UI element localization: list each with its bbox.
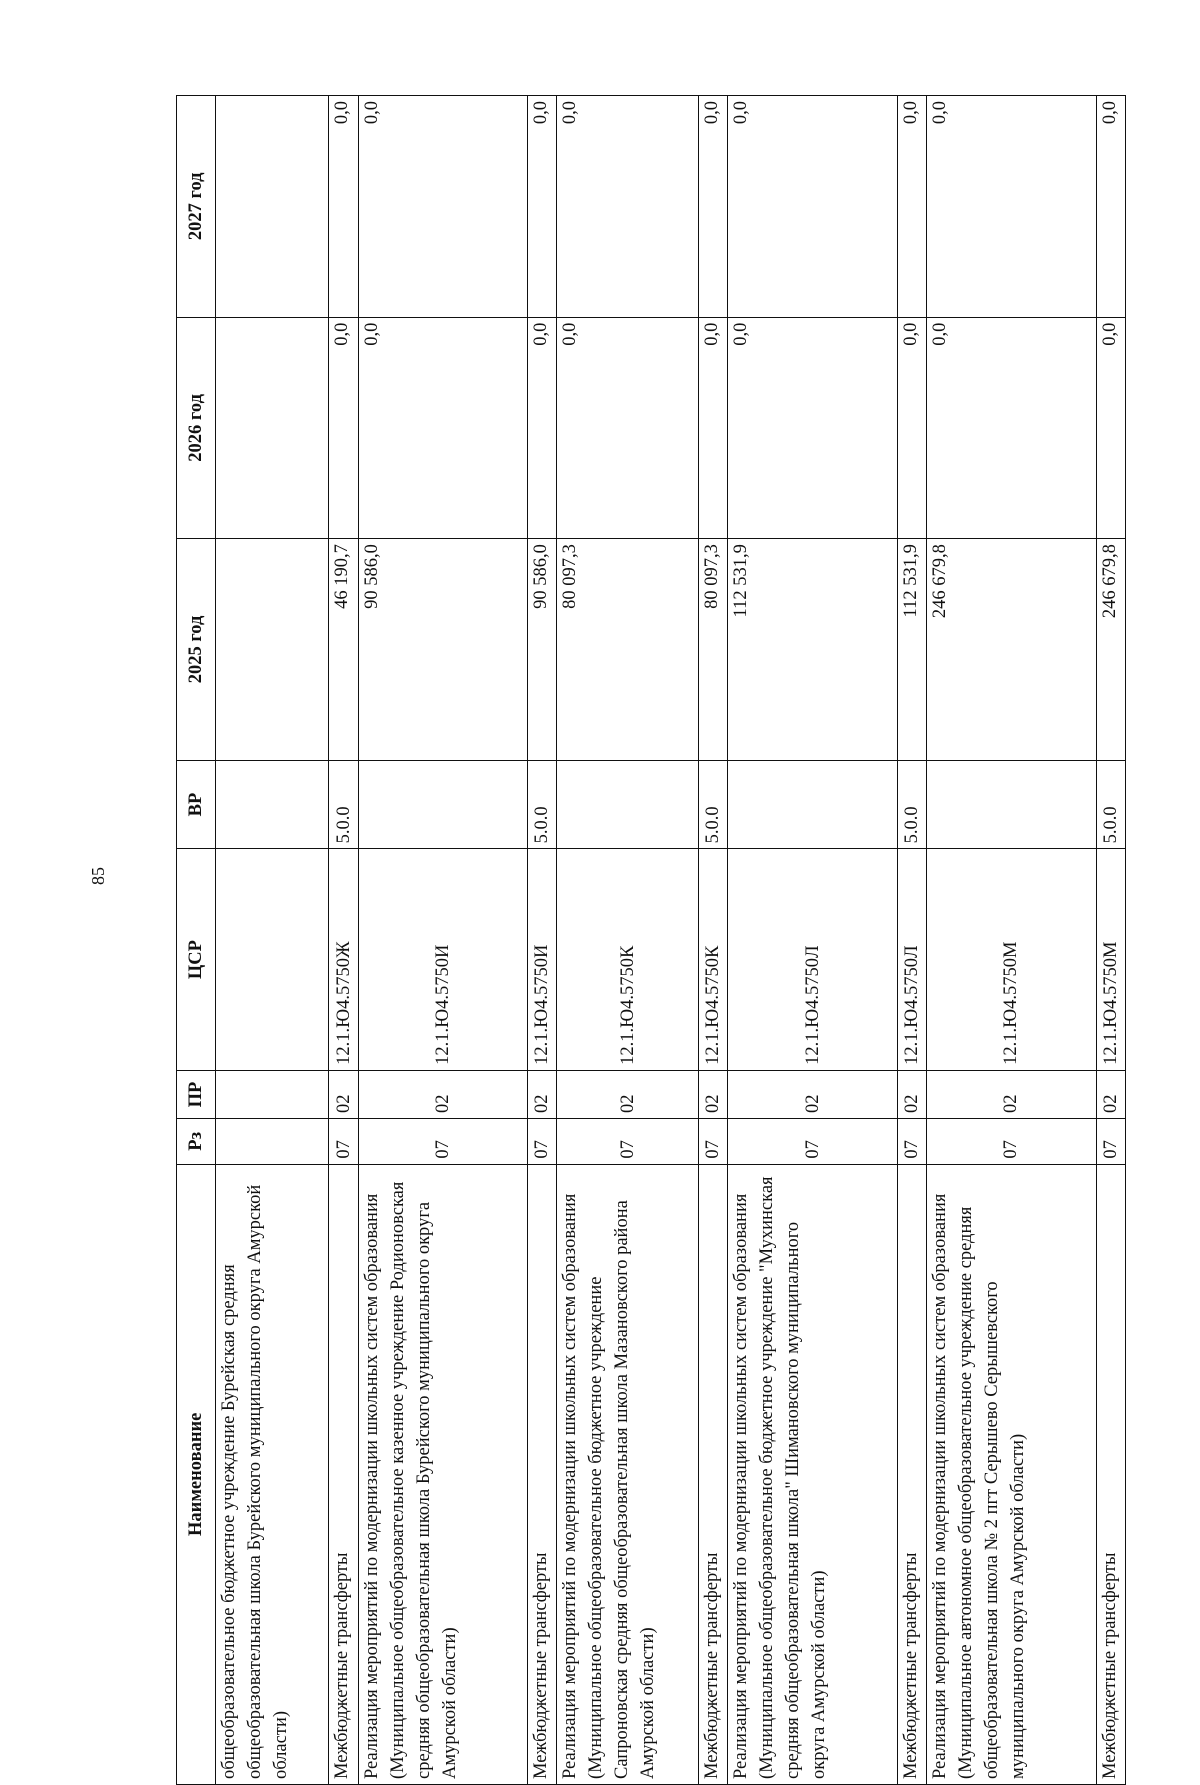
table-row — [897, 96, 926, 1785]
header-vr: ВР — [177, 760, 216, 849]
table-row — [699, 96, 728, 1785]
table-row — [1096, 96, 1125, 1785]
table-row — [728, 96, 898, 1785]
table-row — [358, 96, 528, 1785]
cell-rz: 07 — [557, 1119, 699, 1165]
cell-2025: 80 097,3 — [699, 539, 728, 761]
header-2027: 2027 год — [177, 96, 216, 318]
cell-2025 — [216, 539, 329, 761]
budget-table-container — [176, 95, 1126, 1785]
cell-vr: 5.0.0 — [329, 760, 358, 849]
cell-name: общеобразовательное бюджетное учреждение Бурейская средняя общеобразовательная школа Бурейского муниципального округа Амурской области) — [216, 1164, 329, 1784]
cell-pr: 02 — [528, 1070, 557, 1118]
cell-pr: 02 — [927, 1070, 1097, 1118]
cell-name: Реализация мероприятий по модернизации школьных систем образования (Муниципальное общеобразовательное бюджетное учреждение "Мухинская средняя общеобразовательная школа" Шимановского муниципального округа Амурской области) — [728, 1164, 898, 1784]
cell-vr — [216, 760, 329, 849]
cell-rz — [216, 1119, 329, 1165]
cell-rz: 07 — [358, 1119, 528, 1165]
cell-name: Реализация мероприятий по модернизации школьных систем образования (Муниципальное общеобразовательное казенное учреждение Родионовская средняя общеобразовательная школа Бурейского муниципального округа Амурской области) — [358, 1164, 528, 1784]
table-row — [927, 96, 1097, 1785]
cell-csr: 12.1.Ю4.5750Л — [728, 849, 898, 1071]
table-row — [528, 96, 557, 1785]
cell-vr: 5.0.0 — [528, 760, 557, 849]
cell-2026: 0,0 — [358, 317, 528, 539]
cell-pr: 02 — [728, 1070, 898, 1118]
cell-2026: 0,0 — [728, 317, 898, 539]
header-name: Наименование — [177, 1164, 216, 1784]
cell-2025: 80 097,3 — [557, 539, 699, 761]
cell-2027: 0,0 — [1096, 96, 1125, 318]
cell-pr: 02 — [1096, 1070, 1125, 1118]
cell-name: Межбюджетные трансферты — [329, 1164, 358, 1784]
cell-csr: 12.1.Ю4.5750К — [699, 849, 728, 1071]
cell-csr: 12.1.Ю4.5750М — [927, 849, 1097, 1071]
cell-2027: 0,0 — [557, 96, 699, 318]
cell-rz: 07 — [728, 1119, 898, 1165]
header-csr: ЦСР — [177, 849, 216, 1071]
cell-2026: 0,0 — [557, 317, 699, 539]
cell-vr — [728, 760, 898, 849]
cell-2025: 90 586,0 — [358, 539, 528, 761]
cell-name: Межбюджетные трансферты — [528, 1164, 557, 1784]
header-2025: 2025 год — [177, 539, 216, 761]
cell-vr — [927, 760, 1097, 849]
header-2026: 2026 год — [177, 317, 216, 539]
table-row — [216, 96, 329, 1785]
table-header-row — [177, 96, 216, 1785]
cell-2025: 46 190,7 — [329, 539, 358, 761]
cell-rz: 07 — [528, 1119, 557, 1165]
cell-csr: 12.1.Ю4.5750К — [557, 849, 699, 1071]
cell-csr: 12.1.Ю4.5750И — [528, 849, 557, 1071]
cell-2027: 0,0 — [358, 96, 528, 318]
cell-pr: 02 — [897, 1070, 926, 1118]
cell-2025: 112 531,9 — [897, 539, 926, 761]
cell-vr: 5.0.0 — [699, 760, 728, 849]
cell-rz: 07 — [927, 1119, 1097, 1165]
cell-2027 — [216, 96, 329, 318]
cell-2025: 246 679,8 — [927, 539, 1097, 761]
cell-2027: 0,0 — [728, 96, 898, 318]
cell-rz: 07 — [1096, 1119, 1125, 1165]
cell-vr: 5.0.0 — [897, 760, 926, 849]
cell-2026: 0,0 — [699, 317, 728, 539]
cell-rz: 07 — [329, 1119, 358, 1165]
cell-rz: 07 — [897, 1119, 926, 1165]
cell-name: Реализация мероприятий по модернизации школьных систем образования (Муниципальное общеобразовательное бюджетное учреждение Сапроновская средняя общеобразовательная школа Мазановского района Амурской области) — [557, 1164, 699, 1784]
cell-vr: 5.0.0 — [1096, 760, 1125, 849]
header-rz: Рз — [177, 1119, 216, 1165]
cell-2026: 0,0 — [1096, 317, 1125, 539]
cell-csr: 12.1.Ю4.5750Ж — [329, 849, 358, 1071]
cell-2027: 0,0 — [699, 96, 728, 318]
cell-name: Реализация мероприятий по модернизации школьных систем образования (Муниципальное автономное общеобразовательное учреждение средняя общеобразовательная школа № 2 пгт Серышево Серышевского муниципального округа Амурской области) — [927, 1164, 1097, 1784]
page-number: 85 — [88, 867, 108, 885]
cell-csr — [216, 849, 329, 1071]
cell-name: Межбюджетные трансферты — [699, 1164, 728, 1784]
cell-2027: 0,0 — [329, 96, 358, 318]
table-row — [329, 96, 358, 1785]
cell-2026 — [216, 317, 329, 539]
cell-rz: 07 — [699, 1119, 728, 1165]
cell-2026: 0,0 — [528, 317, 557, 539]
cell-vr — [358, 760, 528, 849]
cell-pr: 02 — [699, 1070, 728, 1118]
header-pr: ПР — [177, 1070, 216, 1118]
cell-2026: 0,0 — [897, 317, 926, 539]
cell-2025: 90 586,0 — [528, 539, 557, 761]
cell-csr: 12.1.Ю4.5750М — [1096, 849, 1125, 1071]
cell-pr: 02 — [358, 1070, 528, 1118]
cell-pr: 02 — [329, 1070, 358, 1118]
cell-name: Межбюджетные трансферты — [897, 1164, 926, 1784]
cell-csr: 12.1.Ю4.5750Л — [897, 849, 926, 1071]
cell-2027: 0,0 — [897, 96, 926, 318]
table-row — [557, 96, 699, 1785]
cell-vr — [557, 760, 699, 849]
cell-csr: 12.1.Ю4.5750И — [358, 849, 528, 1071]
cell-pr — [216, 1070, 329, 1118]
cell-2026: 0,0 — [329, 317, 358, 539]
budget-table — [176, 95, 1126, 1785]
cell-name: Межбюджетные трансферты — [1096, 1164, 1125, 1784]
cell-2025: 112 531,9 — [728, 539, 898, 761]
cell-2026: 0,0 — [927, 317, 1097, 539]
cell-2027: 0,0 — [528, 96, 557, 318]
cell-pr: 02 — [557, 1070, 699, 1118]
cell-2027: 0,0 — [927, 96, 1097, 318]
cell-2025: 246 679,8 — [1096, 539, 1125, 761]
